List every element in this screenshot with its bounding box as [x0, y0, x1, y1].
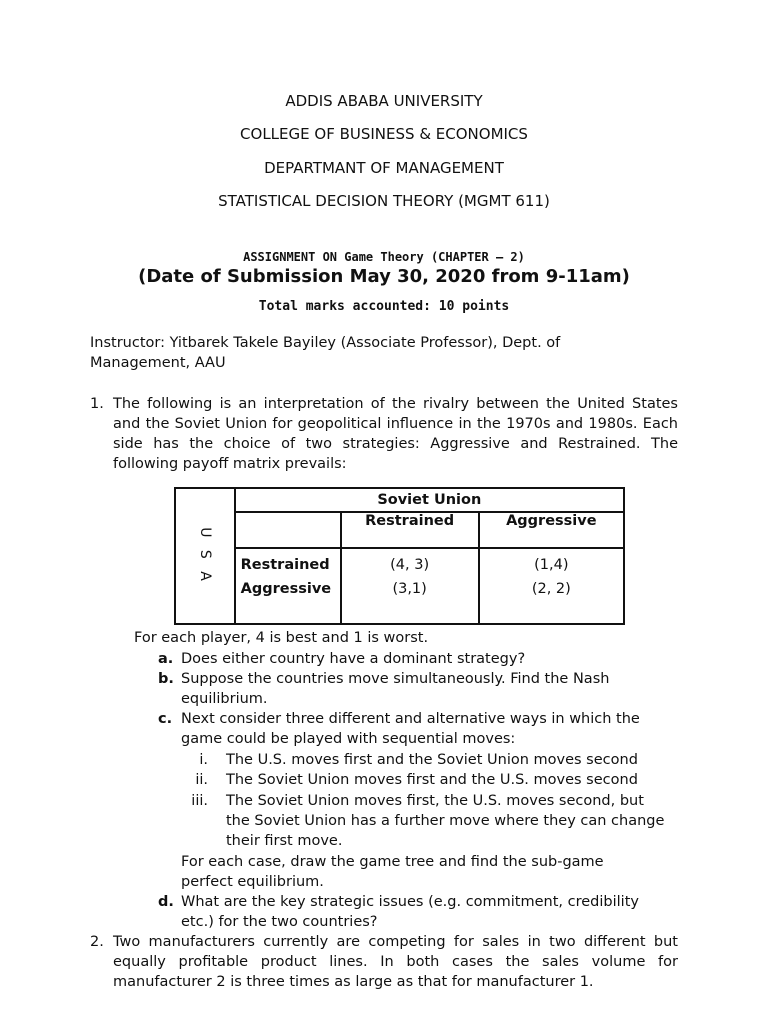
college-name: COLLEGE OF BUSINESS & ECONOMICS	[240, 125, 528, 143]
payoff-cell: (2, 2)	[479, 581, 624, 624]
subquestion-label: b.	[158, 671, 174, 687]
payoff-cell: (4, 3)	[341, 548, 479, 581]
payoff-cell: (1,4)	[479, 548, 624, 581]
case-text: The Soviet Union moves first, the U.S. moves second, but the Soviet Union has a further move where they can change their first move.	[226, 793, 665, 849]
instructor-info: Instructor: Yitbarek Takele Bayiley (Associate Professor), Dept. of Management, AAU	[90, 335, 561, 371]
empty-corner-cell	[235, 512, 341, 548]
game-tree-instruction: For each case, draw the game tree and find the sub-game perfect equilibrium.	[181, 854, 604, 890]
col-header-restrained: Restrained	[341, 512, 479, 548]
row-header-restrained: Restrained	[235, 548, 341, 581]
payoff-matrix	[174, 487, 625, 625]
subquestion-text: Does either country have a dominant strategy?	[181, 651, 526, 667]
total-marks: Total marks accounted: 10 points	[258, 299, 510, 314]
row-header-aggressive: Aggressive	[235, 581, 341, 624]
subquestion-label: c.	[158, 711, 173, 727]
subquestion-label: d.	[158, 894, 174, 910]
case-text: The Soviet Union moves first and the U.S. moves second	[226, 772, 638, 788]
question-text: Two manufacturers currently are competing for sales in two different but equally profitable product lines. In both cases the sales volume for manufacturer 2 is three times as large as that for manufacturer 1.	[113, 934, 678, 990]
payoff-note: For each player, 4 is best and 1 is worst.	[134, 630, 429, 646]
payoff-cell: (3,1)	[341, 581, 479, 624]
question-number: 1.	[90, 396, 104, 412]
case-text: The U.S. moves first and the Soviet Union moves second	[226, 752, 638, 768]
col-header-aggressive: Aggressive	[479, 512, 624, 548]
case-number: ii.	[195, 772, 208, 788]
row-player-label: U S A	[175, 488, 235, 624]
assignment-title: ASSIGNMENT ON Game Theory (CHAPTER – 2)	[243, 250, 525, 264]
case-number: iii.	[191, 793, 208, 809]
question-number: 2.	[90, 934, 104, 950]
subquestion-label: a.	[158, 651, 174, 667]
course-title: STATISTICAL DECISION THEORY (MGMT 611)	[218, 192, 550, 210]
column-player-label: Soviet Union	[235, 488, 624, 512]
case-number: i.	[199, 752, 208, 768]
subquestion-text: What are the key strategic issues (e.g. commitment, credibility etc.) for the two countries?	[181, 894, 639, 930]
question-text: The following is an interpretation of the rivalry between the United States and the Soviet Union for geopolitical influence in the 1970s and 1980s. Each side has the choice of two strategies: Aggressive and Restrained. The following payoff matrix prevails:	[113, 396, 678, 472]
subquestion-text: Suppose the countries move simultaneously. Find the Nash equilibrium.	[181, 671, 610, 707]
submission-date: (Date of Submission May 30, 2020 from 9-11am)	[138, 266, 630, 287]
department-name: DEPARTMANT OF MANAGEMENT	[264, 159, 504, 177]
university-name: ADDIS ABABA UNIVERSITY	[285, 92, 483, 110]
subquestion-text: Next consider three different and alternative ways in which the game could be played with sequential moves:	[181, 711, 640, 747]
